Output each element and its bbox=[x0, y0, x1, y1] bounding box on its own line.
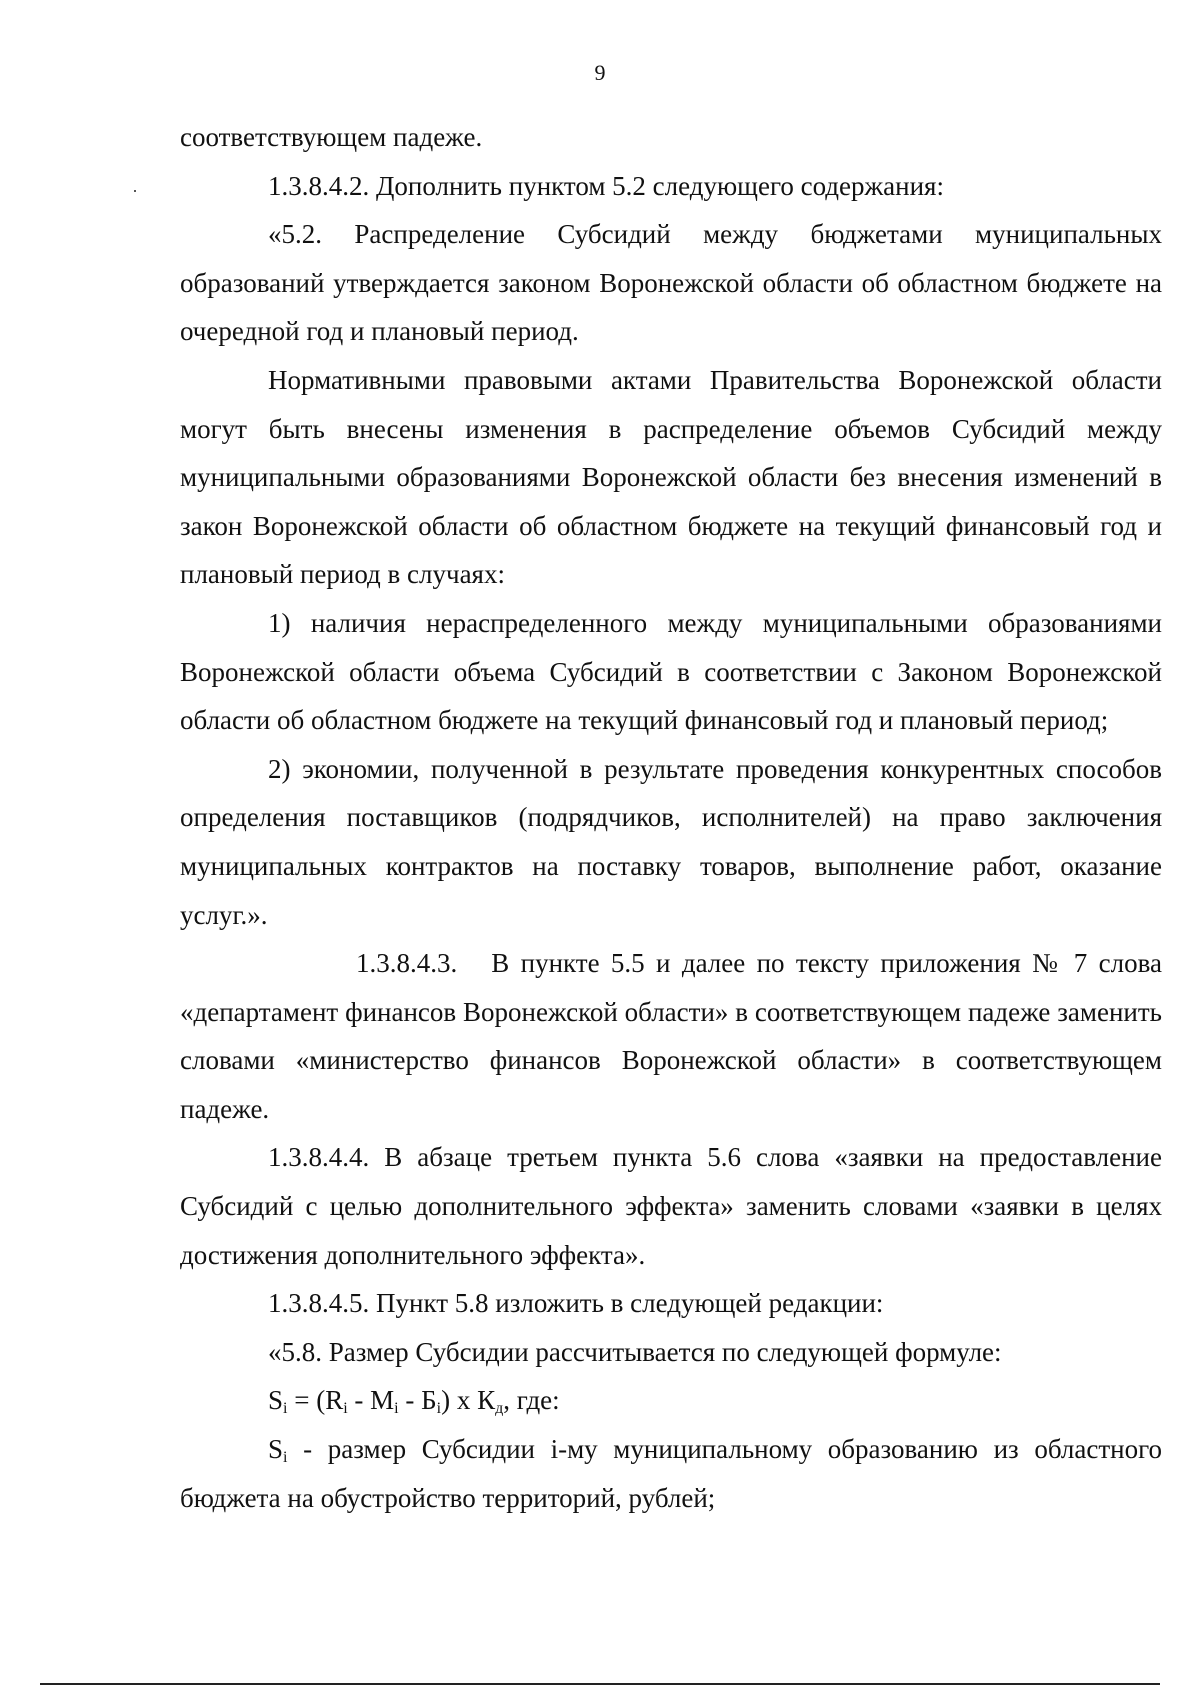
document-body bbox=[180, 113, 1162, 1522]
paragraph-2: 1.3.8.4.2. Дополнить пунктом 5.2 следующего содержания: bbox=[268, 170, 944, 201]
formula-where: , где: bbox=[503, 1385, 560, 1416]
formula-minus-m: - M bbox=[347, 1385, 395, 1416]
paragraph-5: 1) наличия нераспределенного между муниципальными образованиями Воронежской области объема Субсидий в соответствии с Законом Воронежской области об областном бюджете на текущий финансовый год и плановый период; bbox=[180, 607, 1162, 736]
bottom-rule bbox=[40, 1683, 1160, 1685]
formula-times-k: ) x К bbox=[441, 1385, 496, 1416]
formula-sub-i: i bbox=[283, 1400, 288, 1418]
formula-line bbox=[180, 1376, 1162, 1425]
paragraph-6: 2) экономии, полученной в результате проведения конкурентных способов определения поставщиков (подрядчиков, исполнителей) на право заключения муниципальных контрактов на поставку товаров, выполнение работ, оказание услуг.». bbox=[180, 753, 1162, 930]
clause-text: В пункте 5.5 и далее по тексту приложения № 7 слова «департамент финансов Воронежской области» в соответствующем падеже заменить словами «министерство финансов Воронежской области» в соответствующем падеже. bbox=[180, 948, 1162, 1124]
formula-sub-i: i bbox=[436, 1400, 442, 1418]
paragraph-12 bbox=[180, 1425, 1162, 1522]
definition-text: - размер Субсидии i-му муниципальному образованию из областного бюджета на обустройство территорий, рублей; bbox=[180, 1434, 1162, 1513]
paragraph-3: «5.2. Распределение Субсидий между бюджетами муниципальных образований утверждается законом Воронежской области об областном бюджете на очередной год и плановый период. bbox=[180, 219, 1162, 347]
paragraph-10: «5.8. Размер Субсидии рассчитывается по следующей формуле: bbox=[268, 1336, 1002, 1367]
paragraph-7 bbox=[180, 939, 1162, 1133]
formula-sub-i: i bbox=[343, 1400, 348, 1418]
paragraph-9: 1.3.8.4.5. Пункт 5.8 изложить в следующей редакции: bbox=[268, 1288, 884, 1319]
paragraph-8: 1.3.8.4.4. В абзаце третьем пункта 5.6 слова «заявки на предоставление Субсидий с целью дополнительного эффекта» заменить словами «заявки в целях достижения дополнительного эффекта». bbox=[180, 1142, 1162, 1270]
formula-sub-i: i bbox=[394, 1400, 399, 1418]
page-number: 9 bbox=[594, 60, 606, 85]
paragraph-1: соответствующем падеже. bbox=[180, 122, 483, 152]
formula-sub-d: д bbox=[495, 1400, 504, 1418]
formula-s: S bbox=[268, 1385, 284, 1416]
paragraph-4: Нормативными правовыми актами Правительства Воронежской области могут быть внесены изменения в распределение объемов Субсидий между муниципальными образованиями Воронежской области без внесения изменений в закон Воронежской области об областном бюджете на текущий финансовый год и плановый период в случаях: bbox=[180, 364, 1162, 590]
formula-s: S bbox=[268, 1434, 284, 1465]
clause-number: 1.3.8.4.3. bbox=[356, 948, 458, 979]
formula-minus-b: - Б bbox=[398, 1385, 437, 1416]
scan-speck bbox=[134, 190, 136, 192]
formula-eq-open: = (R bbox=[287, 1385, 344, 1416]
formula-sub-i: i bbox=[283, 1449, 288, 1467]
